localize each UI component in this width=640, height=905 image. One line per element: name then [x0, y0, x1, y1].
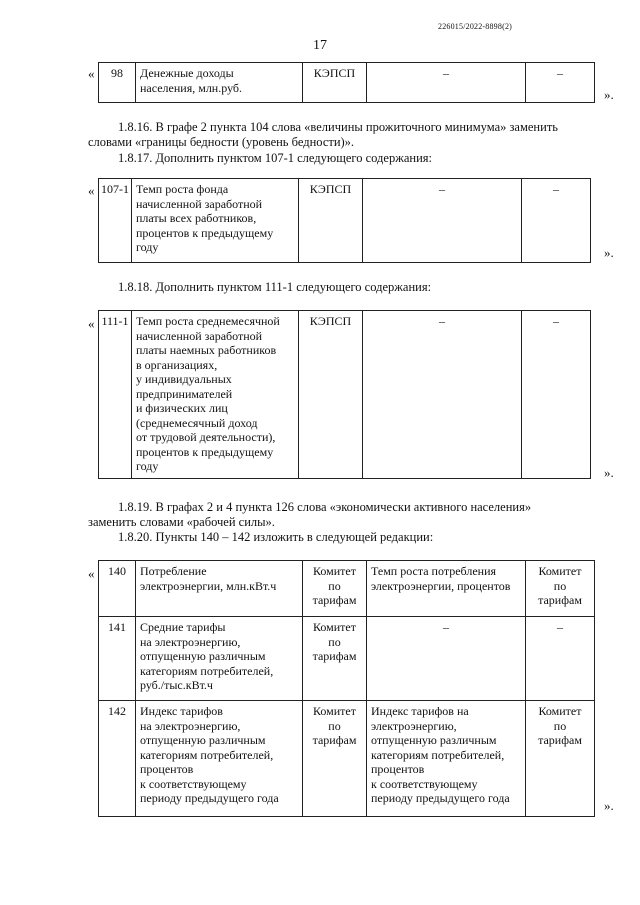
table-row-107-1 [98, 178, 591, 263]
name-line: категориям потребителей, [140, 663, 274, 678]
column-4-value: – [363, 311, 522, 479]
name-line: электроэнергии, млн.кВт.ч [140, 578, 277, 593]
table-row [99, 701, 595, 817]
close-quote: ». [604, 87, 614, 102]
name-line: процентов к предыдущему [136, 225, 274, 240]
name-line: году [136, 240, 159, 254]
open-quote: « [88, 66, 95, 81]
col4-line: Индекс тарифов на [371, 704, 469, 718]
col5-line: Комитет [538, 704, 582, 718]
column-5-value: – [526, 63, 595, 103]
name-line: Денежные доходы [140, 66, 234, 80]
col5-line: по [553, 578, 567, 593]
paragraph-line: 1.8.19. В графах 2 и 4 пункта 126 слова «экономически активного населения» [118, 500, 532, 514]
paragraph-1-8-16-cont [88, 135, 598, 150]
document-number: 226015/2022-8898(2) [438, 22, 513, 31]
row-number: 98 [99, 63, 136, 103]
col4-line: Темп роста потребления [371, 564, 497, 578]
name-line: году [136, 459, 159, 473]
row-number: 141 [99, 617, 136, 701]
open-quote: « [88, 566, 95, 581]
col4-line: к соответствующему [371, 776, 478, 791]
col4-line: периоду предыдущего года [371, 791, 510, 805]
close-quote: ». [604, 798, 614, 813]
table-row [99, 617, 595, 701]
column-4-value [367, 701, 526, 817]
close-quote: ». [604, 245, 614, 260]
paragraph-1-8-20: 1.8.20. Пункты 140 – 142 изложить в следующей редакции: [118, 530, 434, 544]
name-line: в организациях, [136, 357, 218, 372]
indicator-name [136, 701, 303, 817]
responsible-body: КЭПСП [299, 179, 363, 263]
responsible-body: КЭПСП [303, 63, 367, 103]
name-line: на электроэнергию, [140, 718, 241, 733]
paragraph-1-8-19-cont [88, 515, 275, 530]
paragraph-line: 1.8.16. В графе 2 пункта 104 слова «величины прожиточного минимума» заменить [118, 120, 558, 134]
table-row [99, 561, 595, 617]
resp-line: тарифам [312, 649, 357, 663]
table-row-98 [98, 62, 595, 103]
paragraph-1-8-16 [118, 120, 598, 135]
name-line: населения, млн.руб. [140, 80, 243, 95]
col4-line: отпущенную различным [371, 733, 497, 747]
name-line: категориям потребителей, [140, 747, 274, 762]
name-line: руб./тыс.кВт.ч [140, 678, 213, 692]
paragraph-line: словами «границы бедности (уровень бедности)». [88, 135, 355, 149]
name-line: Индекс тарифов [140, 704, 223, 718]
name-line: процентов к предыдущему [136, 444, 274, 459]
open-quote: « [88, 183, 95, 198]
column-4-value: – [363, 179, 522, 263]
name-line: Потребление [140, 564, 207, 578]
col4-line: процентов [371, 762, 425, 776]
row-number: 107-1 [99, 179, 132, 263]
col5-line: тарифам [538, 593, 582, 607]
name-line: от трудовой деятельности), [136, 430, 276, 444]
name-line: начисленной заработной [136, 328, 263, 343]
resp-line: Комитет [312, 620, 356, 634]
name-line: и физических лиц [136, 401, 228, 415]
paragraph-line: заменить словами «рабочей силы». [88, 515, 275, 529]
name-line: периоду предыдущего года [140, 791, 279, 805]
paragraph-1-8-17: 1.8.17. Дополнить пунктом 107-1 следующего содержания: [118, 151, 432, 165]
close-quote: ». [604, 465, 614, 480]
name-line: Средние тарифы [140, 620, 226, 634]
column-5-value: – [522, 179, 591, 263]
responsible-body: КЭПСП [299, 311, 363, 479]
indicator-name [136, 63, 303, 103]
open-quote: « [88, 316, 95, 331]
col5-line: тарифам [538, 733, 582, 747]
indicator-name [132, 311, 299, 479]
row-number: 140 [99, 561, 136, 617]
name-line: процентов [140, 762, 194, 776]
col4-line: электроэнергию, [371, 718, 457, 733]
name-line: Темп роста фонда [136, 182, 229, 196]
column-5-value: – [522, 311, 591, 479]
name-line: к соответствующему [140, 776, 247, 791]
name-line: у индивидуальных [136, 372, 232, 386]
responsible-body [303, 617, 367, 701]
name-line: Темп роста среднемесячной [136, 314, 280, 328]
name-line: платы наемных работников [136, 343, 277, 357]
resp-line: Комитет [312, 564, 356, 578]
column-4-value: – [367, 63, 526, 103]
resp-line: по [328, 634, 341, 649]
resp-line: Комитет [312, 704, 356, 718]
paragraph-1-8-18: 1.8.18. Дополнить пунктом 111-1 следующего содержания: [118, 280, 432, 294]
paragraph-1-8-19 [118, 500, 598, 515]
row-number: 111-1 [99, 311, 132, 479]
name-line: (среднемесячный доход [136, 415, 258, 430]
col4-line: категориям потребителей, [371, 747, 505, 762]
table-rows-140-142 [98, 560, 595, 817]
name-line: отпущенную различным [140, 649, 266, 663]
row-number: 142 [99, 701, 136, 817]
indicator-name [132, 179, 299, 263]
resp-line: по [328, 578, 341, 593]
resp-line: тарифам [312, 733, 357, 747]
column-4-value: – [367, 617, 526, 701]
resp-line: тарифам [312, 593, 357, 607]
table-row-111-1 [98, 310, 591, 479]
name-line: отпущенную различным [140, 733, 266, 747]
name-line: на электроэнергию, [140, 634, 241, 649]
col5-line: Комитет [538, 564, 582, 578]
col5-line: по [553, 718, 567, 733]
column-4-value [367, 561, 526, 617]
name-line: начисленной заработной [136, 196, 263, 211]
responsible-body [303, 701, 367, 817]
resp-line: по [328, 718, 341, 733]
responsible-body [303, 561, 367, 617]
column-5-value [526, 561, 595, 617]
column-5-value [526, 701, 595, 817]
col4-line: электроэнергии, процентов [371, 578, 511, 593]
name-line: платы всех работников, [136, 211, 257, 225]
column-5-value: – [526, 617, 595, 701]
indicator-name [136, 617, 303, 701]
page-number: 17 [313, 38, 327, 53]
indicator-name [136, 561, 303, 617]
name-line: предпринимателей [136, 386, 233, 401]
